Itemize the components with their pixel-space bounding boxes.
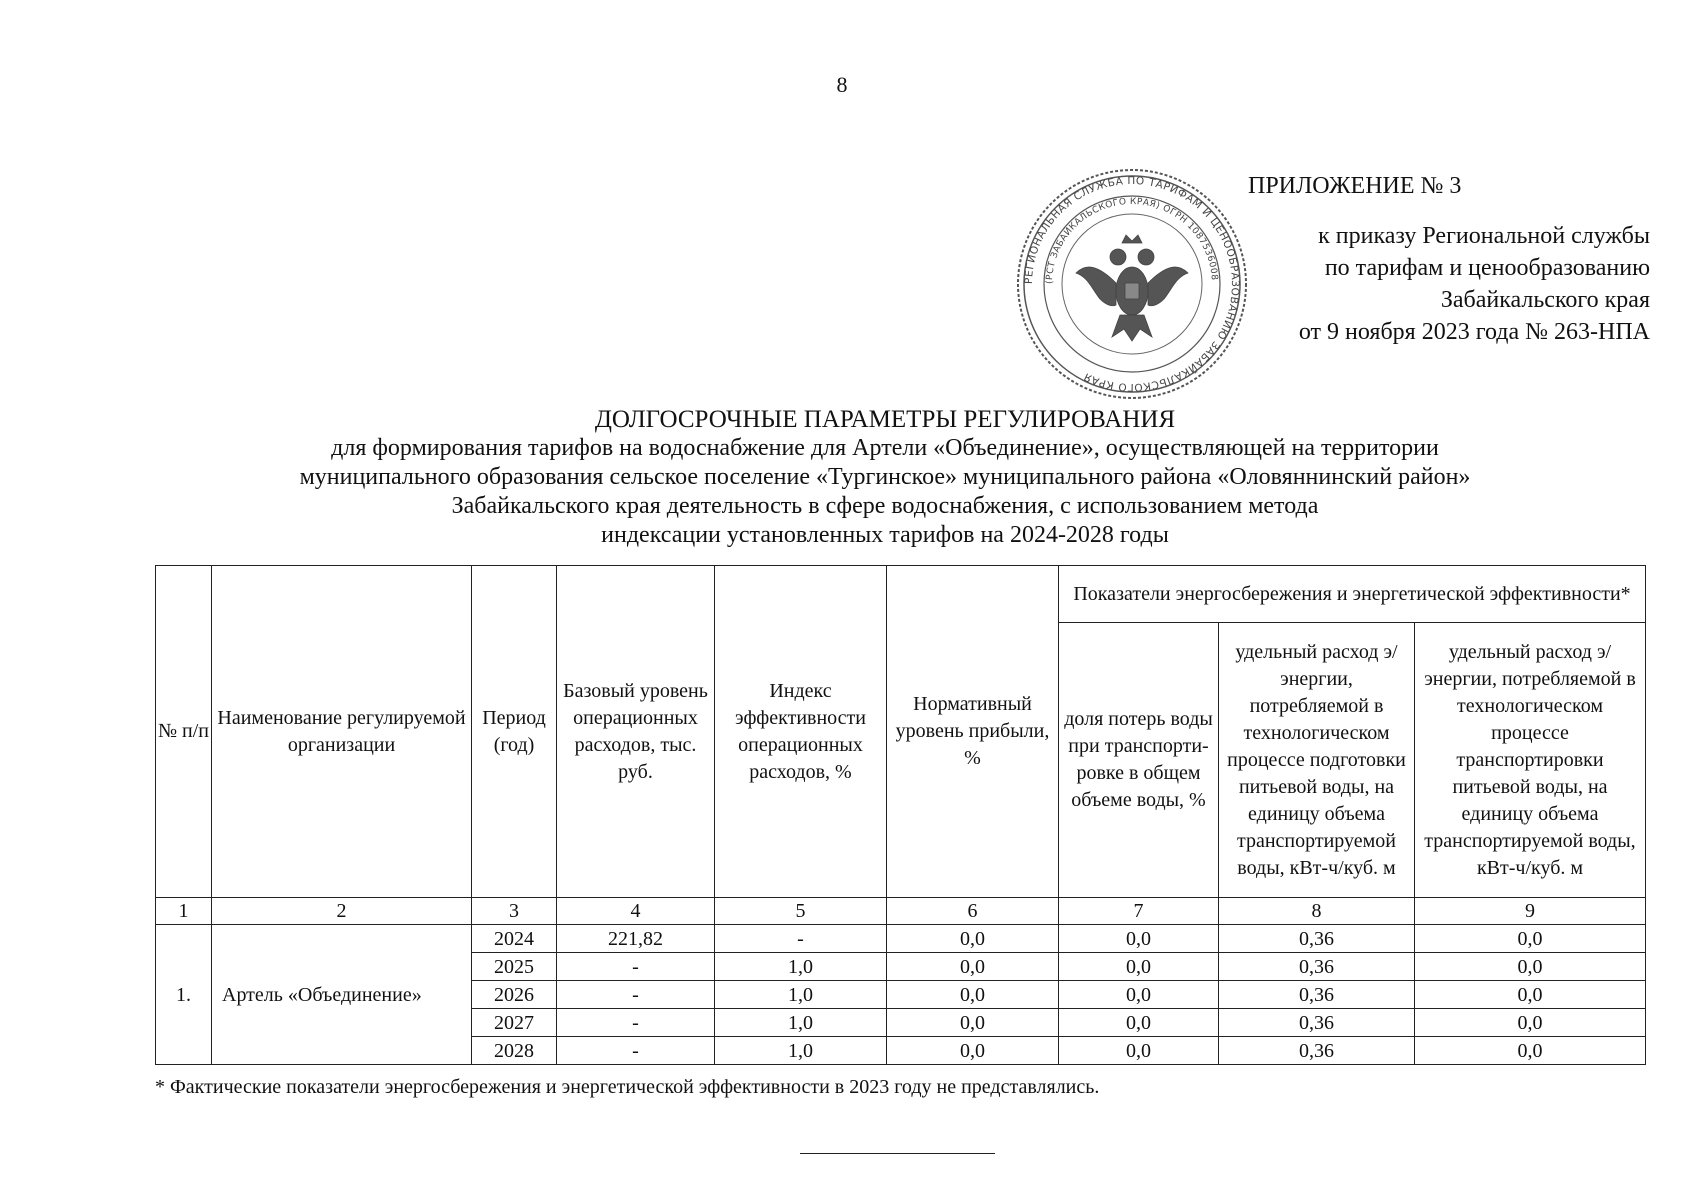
cell-profit-level: 0,0 xyxy=(887,925,1059,953)
header-base-opex: Базовый уровень операционных расходов, тыс. руб. xyxy=(557,566,715,898)
heading-line: индексации установленных тарифов на 2024-2028 годы xyxy=(601,522,1169,548)
cell-water-loss: 0,0 xyxy=(1059,1037,1219,1065)
cell-energy-preparation: 0,36 xyxy=(1219,925,1415,953)
cell-base-opex: - xyxy=(557,953,715,981)
appendix-line: от 9 ноября 2023 года № 263-НПА xyxy=(1298,319,1650,345)
header-energy-transport: удельный расход э/энергии, потребляемой в технологическом процессе транспортировки питьевой воды, на единицу объема транспортируемой воды, кВт-ч/куб. м xyxy=(1415,623,1646,898)
cell-energy-preparation: 0,36 xyxy=(1219,981,1415,1009)
double-headed-eagle-emblem xyxy=(1076,235,1188,341)
organization-name: Артель «Объединение» xyxy=(212,925,472,1065)
cell-energy-transport: 0,0 xyxy=(1415,981,1646,1009)
appendix-line: по тарифам и ценообразованию xyxy=(1324,255,1650,281)
header-water-loss: доля потерь воды при транспорти-ровке в общем объеме воды, % xyxy=(1059,623,1219,898)
header-num: № п/п xyxy=(156,566,212,898)
appendix-line: Забайкальского края xyxy=(1440,287,1650,313)
cell-base-opex: - xyxy=(557,1009,715,1037)
cell-energy-transport: 0,0 xyxy=(1415,925,1646,953)
cell-energy-preparation: 0,36 xyxy=(1219,1037,1415,1065)
cell-year: 2026 xyxy=(472,981,557,1009)
column-number: 1 xyxy=(156,898,212,925)
cell-base-opex: - xyxy=(557,981,715,1009)
cell-water-loss: 0,0 xyxy=(1059,953,1219,981)
cell-year: 2025 xyxy=(472,953,557,981)
table-row xyxy=(156,925,1646,953)
regulation-parameters-table xyxy=(155,565,1646,1065)
footnote: * Фактические показатели энергосбережения и энергетической эффективности в 2023 году не представлялись. xyxy=(155,1076,1100,1098)
header-organization: Наименование регулируемой организации xyxy=(212,566,472,898)
cell-water-loss: 0,0 xyxy=(1059,925,1219,953)
cell-year: 2027 xyxy=(472,1009,557,1037)
cell-energy-transport: 0,0 xyxy=(1415,1037,1646,1065)
column-numbers-row xyxy=(156,898,1646,925)
column-number: 9 xyxy=(1415,898,1646,925)
cell-water-loss: 0,0 xyxy=(1059,981,1219,1009)
column-number: 3 xyxy=(472,898,557,925)
heading-title: ДОЛГОСРОЧНЫЕ ПАРАМЕТРЫ РЕГУЛИРОВАНИЯ xyxy=(594,406,1176,433)
column-number: 4 xyxy=(557,898,715,925)
cell-energy-preparation: 0,36 xyxy=(1219,1009,1415,1037)
column-number: 8 xyxy=(1219,898,1415,925)
row-number: 1. xyxy=(156,925,212,1065)
cell-profit-level: 0,0 xyxy=(887,953,1059,981)
document-heading xyxy=(170,405,1600,550)
column-number: 6 xyxy=(887,898,1059,925)
cell-year: 2028 xyxy=(472,1037,557,1065)
cell-energy-preparation: 0,36 xyxy=(1219,953,1415,981)
header-efficiency-index: Индекс эффективности операционных расходов, % xyxy=(715,566,887,898)
cell-year: 2024 xyxy=(472,925,557,953)
cell-profit-level: 0,0 xyxy=(887,981,1059,1009)
cell-energy-transport: 0,0 xyxy=(1415,953,1646,981)
header-period: Период (год) xyxy=(472,566,557,898)
cell-energy-transport: 0,0 xyxy=(1415,1009,1646,1037)
appendix-title: ПРИЛОЖЕНИЕ № 3 xyxy=(1248,173,1462,199)
cell-efficiency-index: 1,0 xyxy=(715,1009,887,1037)
header-profit-level: Нормативный уровень прибыли, % xyxy=(887,566,1059,898)
header-energy-group: Показатели энергосбережения и энергетической эффективности* xyxy=(1059,566,1646,623)
cell-base-opex: 221,82 xyxy=(557,925,715,953)
cell-profit-level: 0,0 xyxy=(887,1009,1059,1037)
cell-efficiency-index: 1,0 xyxy=(715,1037,887,1065)
appendix-block xyxy=(1180,170,1650,348)
cell-water-loss: 0,0 xyxy=(1059,1009,1219,1037)
heading-line: муниципального образования сельское поселение «Тургинское» муниципального района «Оловяннинский район» xyxy=(299,464,1471,490)
seal-inner-text: (РСТ ЗАБАЙКАЛЬСКОГО КРАЯ) ОГРН 1087536008 xyxy=(1044,196,1219,285)
cell-base-opex: - xyxy=(557,1037,715,1065)
header-energy-preparation: удельный расход э/энергии, потребляемой в технологическом процессе подготовки питьевой воды, на единицу объема транспортируемой воды, кВт-ч/куб. м xyxy=(1219,623,1415,898)
cell-efficiency-index: 1,0 xyxy=(715,981,887,1009)
heading-line: для формирования тарифов на водоснабжение для Артели «Объединение», осуществляющей на территории xyxy=(331,435,1439,461)
cell-profit-level: 0,0 xyxy=(887,1037,1059,1065)
seal-outer-text: РЕГИОНАЛЬНАЯ СЛУЖБА ПО ТАРИФАМ И ЦЕНООБРАЗОВАНИЮ ЗАБАЙКАЛЬСКОГО КРАЯ xyxy=(1022,174,1242,394)
heading-line: Забайкальского края деятельность в сфере водоснабжения, с использованием метода xyxy=(451,493,1319,519)
bottom-divider xyxy=(800,1153,995,1154)
page-number: 8 xyxy=(836,72,848,97)
column-number: 2 xyxy=(212,898,472,925)
appendix-line: к приказу Региональной службы xyxy=(1318,223,1650,249)
column-number: 5 xyxy=(715,898,887,925)
cell-efficiency-index: - xyxy=(715,925,887,953)
cell-efficiency-index: 1,0 xyxy=(715,953,887,981)
column-number: 7 xyxy=(1059,898,1219,925)
